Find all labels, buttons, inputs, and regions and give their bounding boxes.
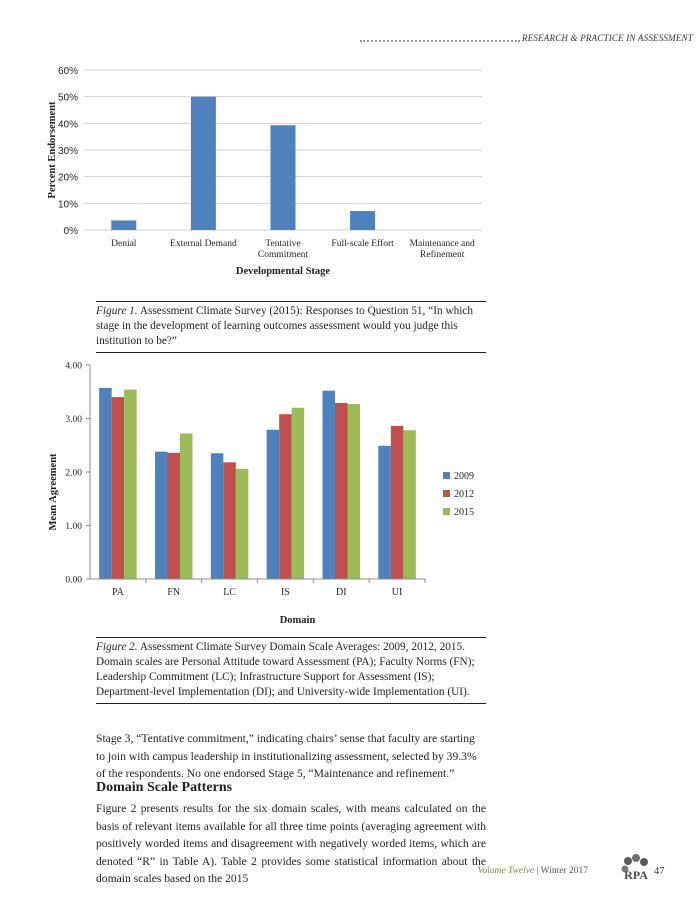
figure-1-chart xyxy=(40,60,500,280)
bar xyxy=(391,426,404,579)
y-axis-label: Mean Agreement xyxy=(48,453,59,531)
bar xyxy=(279,414,292,579)
caption-text: Assessment Climate Survey Domain Scale Averages: 2009, 2012, 2015. Domain scales are Personal Attitude toward Assessment (PA); Faculty Norms (FN); Leadership Commitment (LC); Infrastructure Support for Assessment (IS); Department-level Implementation (DI); and University-wide Implementation (UI). xyxy=(96,641,475,698)
bar xyxy=(350,211,375,230)
bar xyxy=(99,388,112,579)
bar xyxy=(335,403,348,579)
bar xyxy=(267,430,280,579)
caption-rule-top xyxy=(96,637,486,638)
page-number: 47 xyxy=(654,866,665,877)
page-footer xyxy=(478,866,588,876)
y-tick-label: 3.00 xyxy=(65,415,82,425)
y-tick-label: 4.00 xyxy=(65,361,82,372)
x-axis-label: Domain xyxy=(279,615,316,626)
bar xyxy=(323,391,336,579)
bar xyxy=(191,97,216,230)
running-head: RESEARCH & PRACTICE IN ASSESSMENT xyxy=(522,33,693,43)
bar xyxy=(211,453,224,579)
logo-text: RPA xyxy=(624,868,648,882)
y-tick-label: 1.00 xyxy=(65,522,82,532)
y-tick-label: 50% xyxy=(57,92,78,104)
body-paragraph-2: Figure 2 presents results for the six domain scales, with means calculated on the basis of relevant items available for all three time points (averaging agreement with positively worded items and disagreement with negatively worded items, which are denoted “R” in Table A). Table 2 provides some statistical information about the domain scales based on the 2015 xyxy=(96,802,486,885)
figure-1-caption xyxy=(96,304,486,349)
bar xyxy=(155,452,168,579)
y-axis-label: Percent Endorsement xyxy=(47,101,58,199)
y-tick-label: 2.00 xyxy=(65,468,82,479)
footer-issue: Winter 2017 xyxy=(540,866,588,876)
x-tick-label: IS xyxy=(280,587,290,598)
x-tick-label: UI xyxy=(391,587,403,598)
rpa-logo xyxy=(618,852,654,888)
legend-label: 2015 xyxy=(454,507,474,518)
y-tick-label: 20% xyxy=(57,172,78,184)
bar xyxy=(348,404,361,579)
x-tick-label: LC xyxy=(223,587,236,598)
x-tick-label: Full-scale Effort xyxy=(331,239,394,249)
y-tick-label: 40% xyxy=(57,119,78,131)
x-axis-label: Developmental Stage xyxy=(235,266,331,277)
legend-label: 2012 xyxy=(454,489,474,500)
caption-rule-top xyxy=(96,301,486,302)
bar xyxy=(124,390,136,579)
section-heading: Domain Scale Patterns xyxy=(96,780,233,795)
caption-rule-bottom xyxy=(96,352,486,353)
bar xyxy=(112,397,125,579)
legend-swatch xyxy=(443,490,450,497)
bar xyxy=(168,453,181,579)
bar xyxy=(378,446,391,579)
bar xyxy=(111,220,136,230)
legend-swatch xyxy=(443,508,450,515)
x-tick-label: External Demand xyxy=(170,239,237,249)
bar xyxy=(271,125,296,230)
x-tick-label: Denial xyxy=(111,239,137,249)
bar xyxy=(403,430,416,579)
y-tick-label: 60% xyxy=(57,66,78,77)
figure-2-caption xyxy=(96,640,486,700)
footer-volume: Volume Twelve xyxy=(477,866,535,876)
x-tick-label: Tentative Commitment xyxy=(257,239,309,260)
y-tick-label: 30% xyxy=(57,146,78,157)
bar xyxy=(292,408,305,579)
figure-label: Figure 2. xyxy=(96,641,138,653)
legend-label: 2009 xyxy=(454,471,474,482)
y-tick-label: 0.00 xyxy=(65,575,82,586)
x-tick-label: FN xyxy=(167,587,181,598)
footer-separator: | xyxy=(534,866,541,876)
legend-swatch xyxy=(443,472,450,479)
header-dotted-rule xyxy=(360,40,520,42)
x-tick-label: PA xyxy=(111,587,124,598)
x-tick-label: DI xyxy=(335,587,347,598)
figure-label: Figure 1. xyxy=(96,305,138,317)
body-paragraph-1: Stage 3, “Tentative commitment,” indicating chairs’ sense that faculty are starting to join with campus leadership in institutionalizing assessment, selected by 39.3% of the respondents. No one endorsed Stage 5, “Maintenance and refinement.” xyxy=(96,732,477,780)
figure-2-chart xyxy=(40,355,500,635)
bar xyxy=(180,433,193,579)
y-tick-label: 10% xyxy=(57,199,78,211)
x-tick-label: Maintenance and Refinement xyxy=(409,239,475,260)
bar xyxy=(223,462,236,579)
caption-rule-bottom xyxy=(96,703,486,704)
bar xyxy=(236,469,249,579)
y-tick-label: 0% xyxy=(63,226,78,237)
caption-text: Assessment Climate Survey (2015): Responses to Question 51, “In which stage in the development of learning outcomes assessment would you judge this institution to be?” xyxy=(96,305,474,347)
